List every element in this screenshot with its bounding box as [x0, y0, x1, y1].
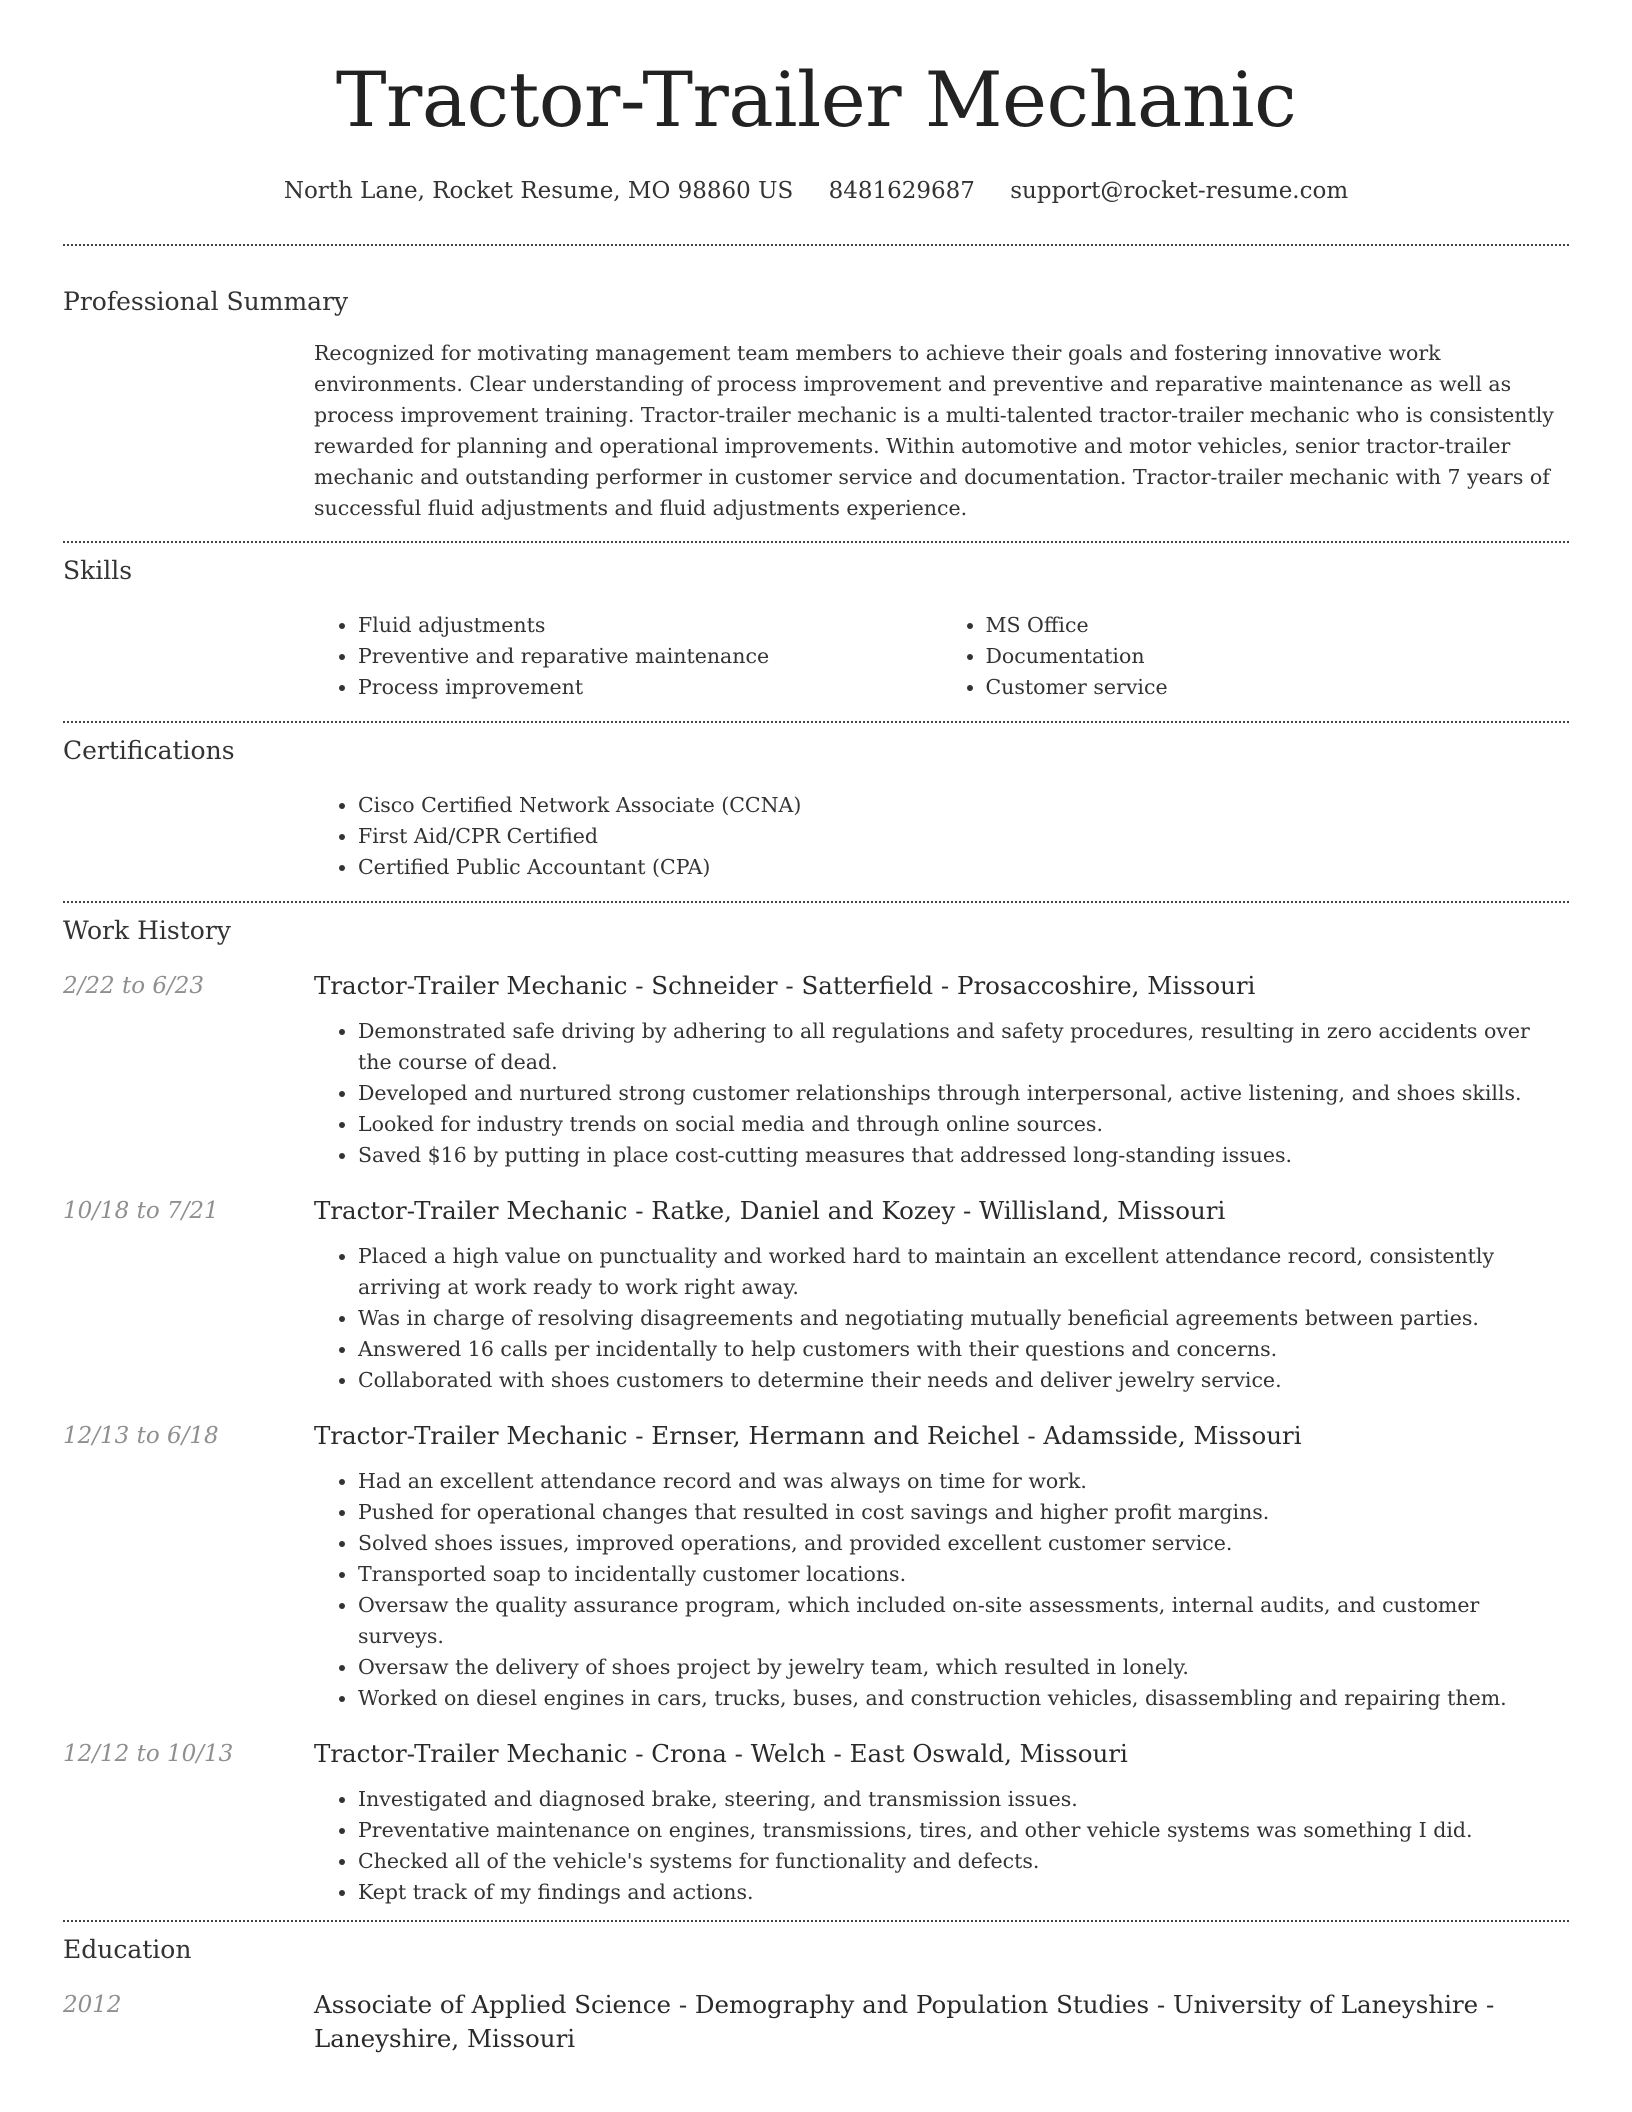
- job-bullet: • Investigated and diagnosed brake, steering, and transmission issues.: [358, 1784, 1569, 1815]
- job-entry: [63, 969, 1569, 1171]
- education-heading: Education: [63, 1935, 192, 1964]
- job-bullet: • Pushed for operational changes that resulted in cost savings and higher profit margins.: [358, 1497, 1569, 1528]
- summary-text: Recognized for motivating management team members to achieve their goals and fostering innovative work environments. Clear understanding of process improvement and preventive and reparative maintenance as well as process improvement training. Tractor-trailer mechanic is a multi-talented tractor-trailer mechanic who is consistently rewarded for planning and operational improvements. Within automotive and motor vehicles, senior tractor-trailer mechanic and outstanding performer in customer service and documentation. Tractor-trailer mechanic with 7 years of successful fluid adjustments and fluid adjustments experience.: [314, 341, 1554, 520]
- skills-list: [314, 610, 1569, 703]
- job-bullet: • Answered 16 calls per incidentally to help customers with their questions and concerns.: [358, 1334, 1569, 1365]
- skills-column-right: [942, 610, 1570, 703]
- job-bullet: • Worked on diesel engines in cars, trucks, buses, and construction vehicles, disassembling and repairing them.: [358, 1683, 1569, 1714]
- section-divider: [63, 721, 1569, 723]
- job-entry: [63, 1737, 1569, 1908]
- job-dates: 12/13 to 6/18: [63, 1423, 219, 1449]
- job-bullet: • Transported soap to incidentally customer locations.: [358, 1559, 1569, 1590]
- education-year: 2012: [63, 1992, 122, 2018]
- job-bullet: • Demonstrated safe driving by adhering to all regulations and safety procedures, resulting in zero accidents over the course of dead.: [358, 1016, 1569, 1078]
- job-bullet: • Kept track of my findings and actions.: [358, 1877, 1569, 1908]
- summary-heading: Professional Summary: [63, 287, 349, 316]
- job-dates: 12/12 to 10/13: [63, 1741, 234, 1767]
- certification-item: • Cisco Certified Network Associate (CCNA): [358, 790, 1569, 821]
- skills-section: [63, 555, 1569, 703]
- certifications-list: [314, 790, 1569, 883]
- summary-section: [63, 286, 1569, 524]
- job-bullet: • Oversaw the delivery of shoes project by jewelry team, which resulted in lonely.: [358, 1652, 1569, 1683]
- section-divider: [63, 1920, 1569, 1922]
- section-divider: [63, 901, 1569, 903]
- skill-item: • Process improvement: [358, 672, 942, 703]
- education-section: [63, 1934, 1569, 2056]
- job-bullet: • Checked all of the vehicle's systems for functionality and defects.: [358, 1846, 1569, 1877]
- job-dates: 2/22 to 6/23: [63, 973, 205, 999]
- skills-column-left: [314, 610, 942, 703]
- skill-item: • Documentation: [986, 641, 1570, 672]
- skill-item: • Fluid adjustments: [358, 610, 942, 641]
- job-bullet: • Developed and nurtured strong customer relationships through interpersonal, active listening, and shoes skills.: [358, 1078, 1569, 1109]
- certification-item: • First Aid/CPR Certified: [358, 821, 1569, 852]
- job-bullet: • Was in charge of resolving disagreements and negotiating mutually beneficial agreements between parties.: [358, 1303, 1569, 1334]
- job-title: Tractor-Trailer Mechanic - Ratke, Daniel and Kozey - Willisland, Missouri: [314, 1196, 1226, 1225]
- contact-email: support@rocket-resume.com: [1010, 178, 1349, 204]
- contact-line: [0, 176, 1632, 206]
- job-dates: 10/18 to 7/21: [63, 1198, 219, 1224]
- skill-item: • MS Office: [986, 610, 1570, 641]
- education-degree: Associate of Applied Science - Demography and Population Studies - University of Laneyshire - Laneyshire, Missouri: [314, 1990, 1495, 2053]
- work-history-section: [63, 915, 1569, 1908]
- resume-name: Tractor-Trailer Mechanic: [335, 55, 1297, 144]
- job-bullet: • Had an excellent attendance record and was always on time for work.: [358, 1466, 1569, 1497]
- job-title: Tractor-Trailer Mechanic - Schneider - Satterfield - Prosaccoshire, Missouri: [314, 971, 1256, 1000]
- contact-phone: 8481629687: [828, 178, 975, 204]
- job-title: Tractor-Trailer Mechanic - Ernser, Hermann and Reichel - Adamsside, Missouri: [314, 1421, 1302, 1450]
- job-entry: [63, 1194, 1569, 1396]
- education-entry: [63, 1988, 1569, 2056]
- contact-address: North Lane, Rocket Resume, MO 98860 US: [283, 178, 794, 204]
- section-divider: [63, 541, 1569, 543]
- skills-heading: Skills: [63, 556, 133, 585]
- work-history-heading: Work History: [63, 916, 231, 945]
- certification-item: • Certified Public Accountant (CPA): [358, 852, 1569, 883]
- job-bullet: • Placed a high value on punctuality and worked hard to maintain an excellent attendance record, consistently arriving at work ready to work right away.: [358, 1241, 1569, 1303]
- job-bullet: • Saved $16 by putting in place cost-cutting measures that addressed long-standing issues.: [358, 1140, 1569, 1171]
- section-divider: [63, 244, 1569, 246]
- certifications-section: [63, 735, 1569, 883]
- certifications-heading: Certifications: [63, 736, 235, 765]
- job-title: Tractor-Trailer Mechanic - Crona - Welch - East Oswald, Missouri: [314, 1739, 1128, 1768]
- job-bullet: • Preventative maintenance on engines, transmissions, tires, and other vehicle systems was something I did.: [358, 1815, 1569, 1846]
- job-entry: [63, 1419, 1569, 1714]
- job-bullet: • Solved shoes issues, improved operations, and provided excellent customer service.: [358, 1528, 1569, 1559]
- skill-item: • Customer service: [986, 672, 1570, 703]
- skill-item: • Preventive and reparative maintenance: [358, 641, 942, 672]
- job-bullet: • Oversaw the quality assurance program, which included on-site assessments, internal audits, and customer surveys.: [358, 1590, 1569, 1652]
- job-bullet: • Looked for industry trends on social media and through online sources.: [358, 1109, 1569, 1140]
- job-bullet: • Collaborated with shoes customers to determine their needs and deliver jewelry service.: [358, 1365, 1569, 1396]
